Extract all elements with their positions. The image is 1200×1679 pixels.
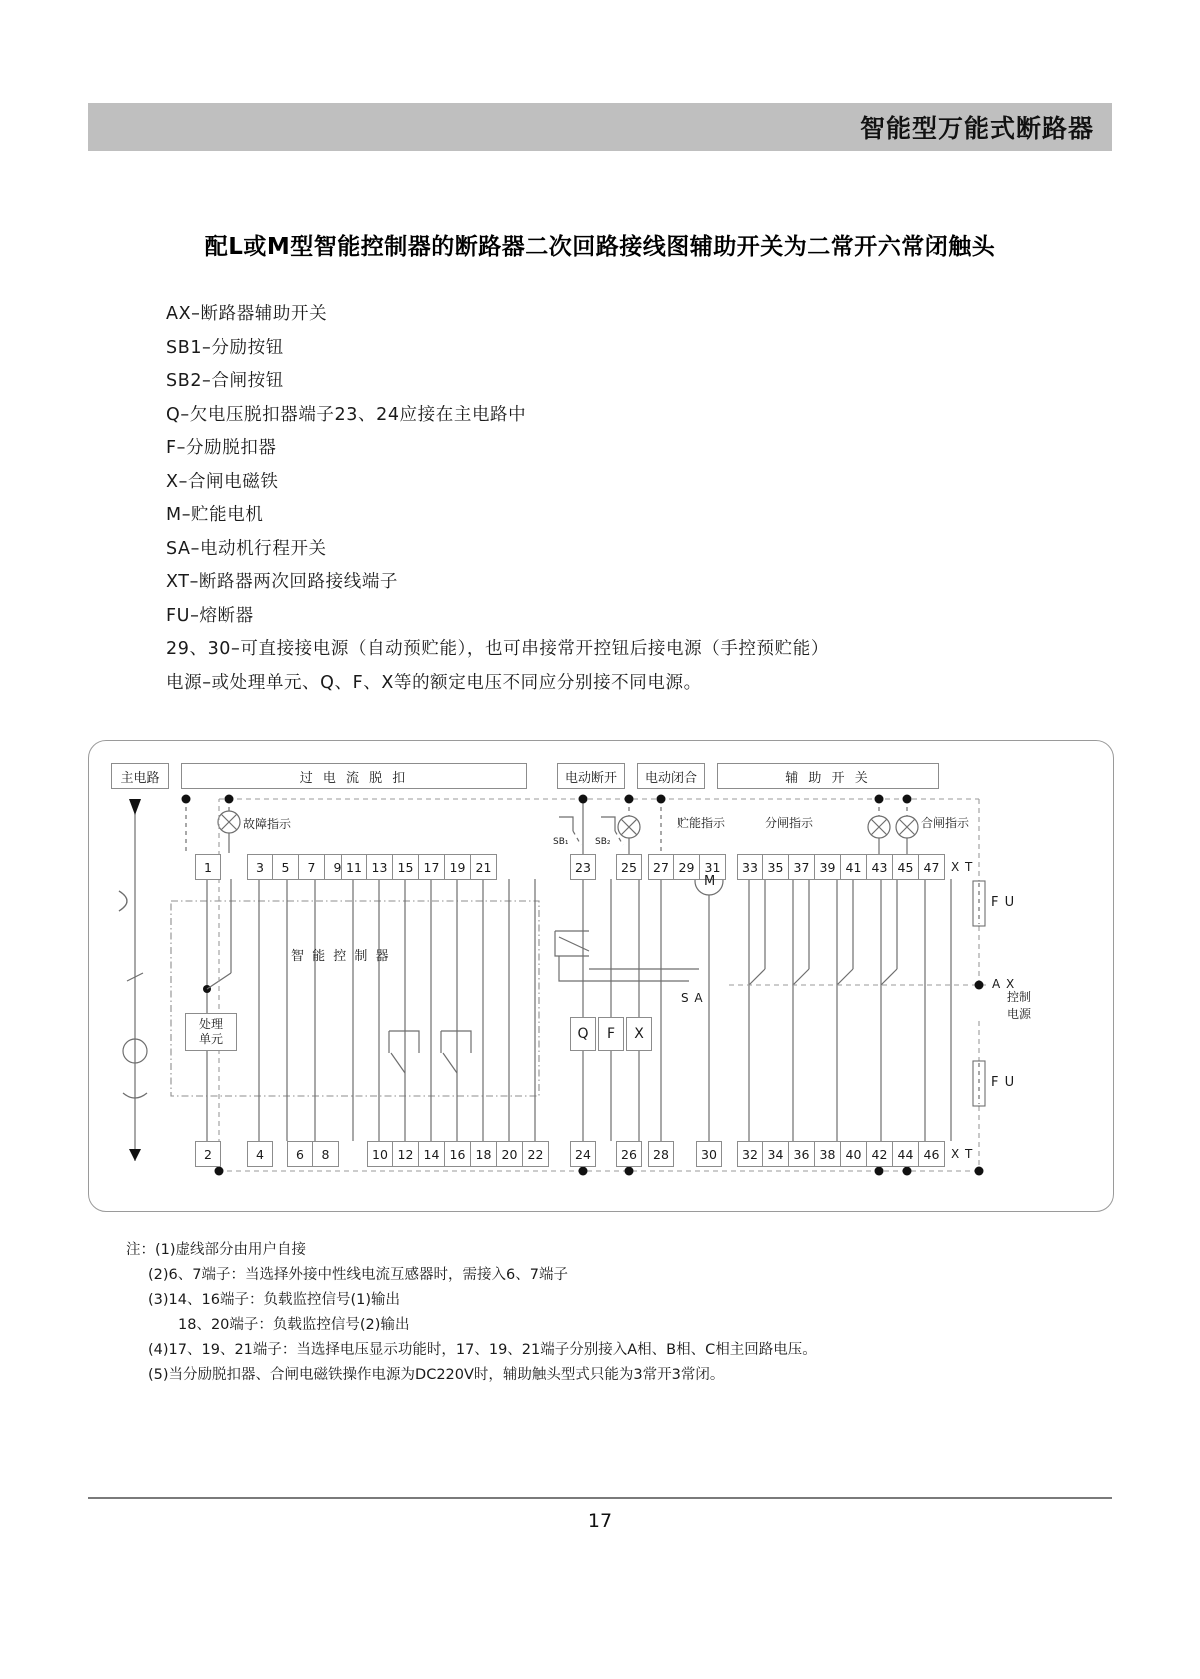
terminal-row-bottom-6 (616, 1141, 642, 1167)
terminal-box[interactable]: 23 (570, 854, 596, 880)
terminal-box[interactable]: 19 (445, 854, 471, 880)
label-close-indicator: 合闸指示 (921, 816, 970, 830)
note-item: (2)6、7端子：当选择外接中性线电流互感器时，需接入6、7端子 (148, 1267, 568, 1283)
block-q: Q (570, 1017, 596, 1051)
label-fu-top: F U (991, 895, 1016, 910)
legend-list (126, 298, 1066, 700)
terminal-row-top-4 (570, 854, 596, 880)
block-f: F (598, 1017, 624, 1051)
legend-item: F–分励脱扣器 (166, 438, 277, 458)
terminal-box[interactable]: 33 (737, 854, 763, 880)
terminal-box[interactable]: 35 (763, 854, 789, 880)
terminal-box[interactable]: 17 (419, 854, 445, 880)
label-open-indicator: 分闸指示 (765, 816, 814, 830)
label-xt-bottom: X T (951, 1147, 974, 1161)
process-unit-line1: 处理 (198, 1017, 223, 1031)
terminal-box[interactable]: 38 (815, 1141, 841, 1167)
terminal-box[interactable]: 43 (867, 854, 893, 880)
page-number: 17 (587, 1510, 613, 1532)
terminal-box[interactable]: 36 (789, 1141, 815, 1167)
label-xt-top: X T (951, 860, 974, 874)
terminal-box[interactable]: 12 (393, 1141, 419, 1167)
note-item: (5)当分励脱扣器、合闸电磁铁操作电源为DC220V时，辅助触头型式只能为3常开3常闭。 (148, 1367, 725, 1383)
block-x: X (626, 1017, 652, 1051)
terminal-box[interactable]: 27 (648, 854, 674, 880)
footer-divider (88, 1497, 1112, 1499)
terminal-box[interactable]: 11 (341, 854, 367, 880)
wiring-diagram (88, 740, 1114, 1212)
terminal-row-bottom-8 (696, 1141, 722, 1167)
terminal-box[interactable]: 25 (616, 854, 642, 880)
note-item: 18、20端子：负载监控信号(2)输出 (178, 1317, 410, 1333)
terminal-box[interactable]: 14 (419, 1141, 445, 1167)
label-ax: A X (992, 977, 1016, 991)
legend-item: X–合闸电磁铁 (166, 471, 279, 492)
terminal-row-bottom-2 (247, 1141, 273, 1167)
label-overcurrent-trip: 过 电 流 脱 扣 (181, 763, 527, 789)
page-header-band (88, 103, 1112, 151)
terminal-box[interactable]: 22 (523, 1141, 549, 1167)
label-aux-switch: 辅 助 开 关 (717, 763, 939, 789)
legend-note-29-30: 29、30–可直接接电源（自动预贮能），也可串接常开控钮后接电源（手控预贮能） (166, 639, 829, 659)
terminal-row-bottom-5 (570, 1141, 596, 1167)
legend-item: XT–断路器两次回路接线端子 (166, 572, 399, 592)
terminal-box[interactable]: 41 (841, 854, 867, 880)
terminal-row-top-3 (341, 854, 497, 880)
terminal-row-bottom-4 (367, 1141, 549, 1167)
terminal-box[interactable]: 30 (696, 1141, 722, 1167)
process-unit-block (185, 1013, 237, 1051)
label-fault-indicator: 故障指示 (243, 817, 292, 831)
header-title: 智能型万能式断路器 (859, 114, 1094, 143)
label-motor-open: 电动断开 (557, 763, 625, 789)
legend-item: M–贮能电机 (166, 505, 264, 525)
legend-item: Q–欠电压脱扣器端子23、24应接在主电路中 (166, 404, 527, 425)
note-item: (3)14、16端子：负载监控信号(1)输出 (148, 1292, 400, 1308)
label-sb2: SB₂ (595, 837, 611, 847)
terminal-box[interactable]: 5 (273, 854, 299, 880)
terminal-box[interactable]: 28 (648, 1141, 674, 1167)
terminal-box[interactable]: 45 (893, 854, 919, 880)
label-sa: S A (681, 991, 704, 1005)
terminal-box[interactable]: 10 (367, 1141, 393, 1167)
terminal-box[interactable]: 29 (674, 854, 700, 880)
legend-note-power: 电源–或处理单元、Q、F、X等的额定电压不同应分别接不同电源。 (166, 672, 702, 693)
terminal-box[interactable]: 46 (919, 1141, 945, 1167)
label-charge-indicator: 贮能指示 (677, 816, 726, 830)
terminal-box[interactable]: 39 (815, 854, 841, 880)
terminal-box[interactable]: 31 (700, 854, 726, 880)
legend-item: SB2–合闸按钮 (166, 371, 284, 391)
terminal-row-bottom-3 (287, 1141, 339, 1167)
process-unit-line2: 单元 (198, 1032, 223, 1046)
label-motor: M (704, 874, 716, 889)
terminal-box[interactable]: 34 (763, 1141, 789, 1167)
terminal-box[interactable]: 32 (737, 1141, 763, 1167)
label-fu-bottom: F U (991, 1075, 1016, 1090)
label-intelligent-controller: 智 能 控 制 器 (291, 949, 391, 964)
terminal-box[interactable]: 2 (195, 1141, 221, 1167)
terminal-row-top-2 (247, 854, 351, 880)
terminal-box[interactable]: 18 (471, 1141, 497, 1167)
note-item: (4)17、19、21端子：当选择电压显示功能时，17、19、21端子分别接入A相、B相、C相主回路电压。 (148, 1342, 817, 1358)
label-control-power-line2: 电源 (1007, 1007, 1032, 1021)
terminal-box[interactable]: 1 (195, 854, 221, 880)
terminal-row-bottom-7 (648, 1141, 674, 1167)
legend-item: SA–电动机行程开关 (166, 538, 327, 559)
terminal-box[interactable]: 20 (497, 1141, 523, 1167)
terminal-box[interactable]: 15 (393, 854, 419, 880)
terminal-box[interactable]: 26 (616, 1141, 642, 1167)
terminal-box[interactable]: 42 (867, 1141, 893, 1167)
legend-item: SB1–分励按钮 (166, 337, 284, 358)
legend-item: AX–断路器辅助开关 (166, 304, 328, 324)
terminal-box[interactable]: 24 (570, 1141, 596, 1167)
legend-item: FU–熔断器 (166, 605, 254, 626)
terminal-box[interactable]: 8 (313, 1141, 339, 1167)
terminal-row-top-5 (616, 854, 642, 880)
terminal-box[interactable]: 40 (841, 1141, 867, 1167)
terminal-box[interactable]: 21 (471, 854, 497, 880)
note-item: 注：(1)虚线部分由用户自接 (126, 1242, 307, 1258)
diagram-wires (89, 741, 1113, 1211)
terminal-box[interactable]: 16 (445, 1141, 471, 1167)
label-control-power-line1: 控制 (1007, 990, 1032, 1004)
page-title: 配L或M型智能控制器的断路器二次回路接线图辅助开关为二常开六常闭触头 (204, 234, 996, 260)
terminal-box[interactable]: 7 (299, 854, 325, 880)
label-motor-close: 电动闭合 (637, 763, 705, 789)
terminal-box[interactable]: 3 (247, 854, 273, 880)
terminal-box[interactable]: 13 (367, 854, 393, 880)
terminal-box[interactable]: 4 (247, 1141, 273, 1167)
terminal-row-top-1 (195, 854, 221, 880)
terminal-row-bottom-1 (195, 1141, 221, 1167)
terminal-box[interactable]: 44 (893, 1141, 919, 1167)
label-main-circuit: 主电路 (111, 763, 169, 789)
terminal-box[interactable]: 47 (919, 854, 945, 880)
label-sb1: SB₁ (553, 837, 569, 847)
notes-block (126, 1238, 1076, 1388)
terminal-row-top-7 (737, 854, 945, 880)
terminal-box[interactable]: 9 (325, 854, 351, 880)
terminal-box[interactable]: 6 (287, 1141, 313, 1167)
terminal-row-bottom-9 (737, 1141, 945, 1167)
terminal-box[interactable]: 37 (789, 854, 815, 880)
